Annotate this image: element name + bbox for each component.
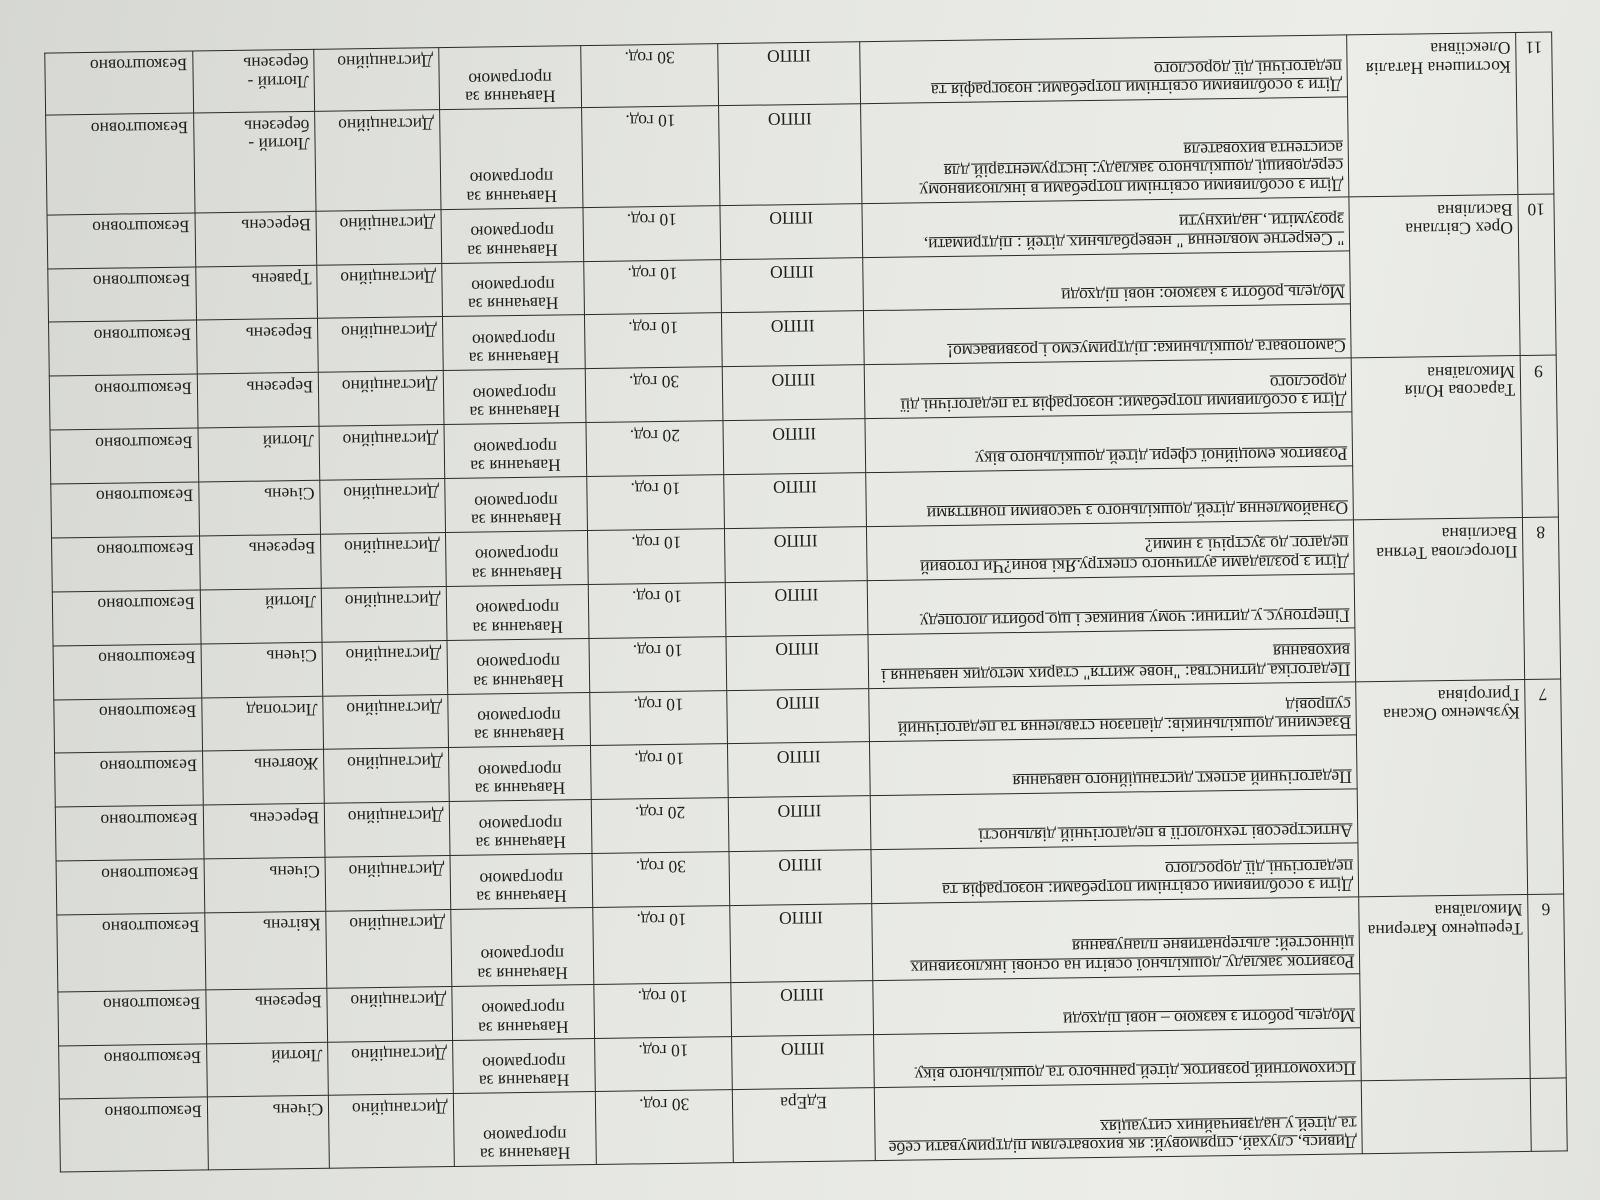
provider: ІППО <box>726 634 868 690</box>
teacher-name: Терещенко Катерина Миколаївна <box>1359 895 1530 1082</box>
mode: Дистанційно <box>328 1040 453 1096</box>
mode: Дистанційно <box>322 640 447 696</box>
month: Лютий - березень <box>193 112 316 213</box>
hours: 30 год. <box>585 367 723 423</box>
row-number: 7 <box>1525 679 1564 895</box>
month: Лютий <box>206 1042 328 1098</box>
cost: Безкоштовно <box>48 267 197 323</box>
form: Навчання за програмою <box>450 854 593 910</box>
hours: 30 год. <box>592 852 730 908</box>
cost: Безкоштовно <box>55 751 204 807</box>
provider: ІППО <box>723 365 865 421</box>
hours: 10 год. <box>588 582 726 638</box>
teacher-name: Костишена Наталія Олексіївна <box>1347 33 1518 197</box>
mode: Дистанційно <box>320 479 445 535</box>
teacher-name: Кузьменко Оксана Григорівна <box>1356 679 1528 897</box>
hours: 30 год. <box>581 44 719 108</box>
course-topic: Взаємини дошкільників: діапазон ставлення та педагогічний супровід <box>868 681 1356 742</box>
hours: 10 год. <box>591 744 729 800</box>
rotated-table-photo <box>44 32 1567 1173</box>
provider: ЕдЕра <box>733 1088 875 1162</box>
hours: 10 год. <box>595 1036 733 1092</box>
hours: 10 год. <box>583 205 721 261</box>
training-plan-table <box>44 32 1567 1173</box>
month: Січень <box>204 857 326 913</box>
cost: Безкоштовно <box>52 536 201 592</box>
hours: 10 год. <box>589 636 727 692</box>
cost: Безкоштовно <box>49 320 198 376</box>
mode: Дистанційно <box>319 425 444 481</box>
mode: Дистанційно <box>325 856 450 912</box>
provider: ІППО <box>720 203 862 259</box>
provider: ІППО <box>724 473 866 529</box>
course-topic: Педагогічний аспект дистанційного навчання <box>869 735 1357 796</box>
mode: Дистанційно <box>324 802 449 858</box>
provider: ІППО <box>730 904 872 983</box>
month: Січень <box>207 1096 329 1170</box>
form: Навчання за програмою <box>441 207 584 263</box>
hours: 10 год. <box>587 475 725 531</box>
month: Березень <box>196 319 318 375</box>
row-number: 6 <box>1528 894 1566 1079</box>
month: Вересень <box>195 211 317 267</box>
mode: Дистанційно <box>323 694 448 750</box>
mode: Дистанційно <box>324 748 449 804</box>
row-number: 9 <box>1520 355 1558 517</box>
form: Навчання за програмою <box>443 369 586 425</box>
cost: Безкоштовно <box>59 1044 208 1100</box>
hours: 10 год. <box>584 259 722 315</box>
row-number <box>1530 1078 1567 1151</box>
course-topic: Розвиток закладу дошкільної освіти на основі інклюзивних цінностей: альтернативне планування <box>871 897 1360 980</box>
form: Навчання за програмою <box>442 315 585 371</box>
course-topic: Дивись, слухай, спрямовуй: як вихователям підтримувати себе та дітей у надзвичайних ситуаціях <box>874 1081 1363 1160</box>
provider: ІППО <box>728 742 870 798</box>
form: Навчання за програмою <box>446 584 589 640</box>
provider: ІППО <box>718 42 860 106</box>
teacher-name: Тарасова Юлія Миколаївна <box>1351 356 1522 520</box>
month: Березень <box>199 534 321 590</box>
provider: ІППО <box>732 1034 874 1090</box>
month: Квітень <box>205 911 327 989</box>
course-topic: Діти з розладами аутичного спектру.Які вони?Чи готовий педагог до зустрічі з ними? <box>866 520 1354 581</box>
provider: ІППО <box>719 104 862 205</box>
provider: ІППО <box>727 688 869 744</box>
month: Лютий <box>200 588 322 644</box>
form: Навчання за програмою <box>447 692 590 748</box>
course-topic: Психомотний розвиток дітей раннього та дошкільного віку <box>873 1027 1361 1088</box>
course-topic: Розвиток емоційної сфери дітей дошкільного віку <box>865 412 1353 473</box>
cost: Безкоштовно <box>58 990 207 1046</box>
row-number: 8 <box>1523 517 1561 679</box>
form: Навчання за програмою <box>444 477 587 533</box>
cost: Безкоштовно <box>56 859 205 915</box>
cost: Безкоштовно <box>57 913 206 992</box>
form: Навчання за програмою <box>445 530 588 586</box>
form: Навчання за програмою <box>439 108 583 209</box>
course-topic: Діти з особливими освітніми потребами: нозографія та педагогічні дії дорослого <box>859 35 1347 104</box>
form: Навчання за програмою <box>447 638 590 694</box>
course-topic: Модель роботи з казкою: нові підходи <box>862 250 1350 311</box>
mode: Дистанційно <box>318 317 443 373</box>
course-topic: Діти з особливими потребами: нозографія та педагогічні дії дорослого <box>864 358 1352 419</box>
month: Березень <box>206 988 328 1044</box>
provider: ІППО <box>729 796 871 852</box>
teacher-name: Орех Світлана Василівна <box>1349 194 1520 358</box>
cost: Безкоштовно <box>49 374 198 430</box>
table-body <box>45 32 1567 1172</box>
provider: ІППО <box>722 311 864 367</box>
month: Лютий <box>198 426 320 482</box>
course-topic: Ознайомлення дітей дошкільного з часовими поняттями <box>865 466 1353 527</box>
form: Навчання за програмою <box>449 800 592 856</box>
hours: 30 год. <box>595 1090 733 1164</box>
month: Жовтень <box>202 750 324 806</box>
teacher-name <box>1362 1079 1532 1154</box>
mode: Дистанційно <box>315 110 441 211</box>
mode: Дистанційно <box>326 910 452 988</box>
course-topic: " Секретне мовлення " невербальних дітей : підтримати, зрозуміти , надихнути <box>862 197 1350 258</box>
month: Травень <box>196 265 318 321</box>
mode: Дистанційно <box>327 986 452 1042</box>
course-topic: Діти з особливими освітніми потребами: нозографія та педагогічні дії дорослого <box>871 843 1359 904</box>
mode: Дистанційно <box>329 1094 455 1168</box>
month: Березень <box>197 373 319 429</box>
form: Навчання за програмою <box>444 423 587 479</box>
cost: Безкоштовно <box>46 113 195 215</box>
mode: Дистанційно <box>321 532 446 588</box>
month: Січень <box>201 642 323 698</box>
provider: ІППО <box>729 850 871 906</box>
mode: Дистанційно <box>316 209 441 265</box>
course-topic: Діти з особливими освітніми потребами в інклюзивному середовищі дошкільного закладу: інструментарій для асистента вихователя <box>860 97 1349 203</box>
cost: Безкоштовно <box>50 428 199 484</box>
hours: 20 год. <box>586 421 724 477</box>
cost: Безкоштовно <box>54 698 203 754</box>
form: Навчання за програмою <box>448 746 591 802</box>
cost: Безкоштовно <box>59 1097 208 1172</box>
month: Листопад <box>202 696 324 752</box>
course-topic: Педагогіка дитинства: "нове життя" старих методик навчання і виховання <box>868 628 1356 689</box>
provider: ІППО <box>723 419 865 475</box>
row-number: 11 <box>1516 32 1554 194</box>
cost: Безкоштовно <box>51 482 200 538</box>
hours: 10 год. <box>594 982 732 1038</box>
cost: Безкоштовно <box>52 590 201 646</box>
cost: Безкоштовно <box>47 213 196 269</box>
course-topic: Антистресові технології в педагогічній діяльності <box>870 789 1358 850</box>
form: Навчання за програмою <box>450 908 594 987</box>
month: Вересень <box>203 804 325 860</box>
course-topic: Модель роботи з казкою – нові підходи <box>873 974 1361 1035</box>
hours: 10 год. <box>588 529 726 585</box>
form: Навчання за програмою <box>453 1092 596 1166</box>
mode: Дистанційно <box>314 48 439 112</box>
hours: 10 год. <box>582 106 721 207</box>
hours: 10 год. <box>593 906 731 985</box>
form: Навчання за програмою <box>441 261 584 317</box>
provider: ІППО <box>725 527 867 583</box>
teacher-name: Погорєлова Тетяна Василівна <box>1354 517 1525 681</box>
hours: 10 год. <box>590 690 728 746</box>
month: Січень <box>199 480 321 536</box>
row-number: 10 <box>1518 194 1556 356</box>
cost: Безкоштовно <box>45 51 194 115</box>
hours: 20 год. <box>591 798 729 854</box>
course-topic: Гіпертонус у дитини: чому виникає і що робити логопеду <box>867 574 1355 635</box>
form: Навчання за програмою <box>438 46 581 110</box>
form: Навчання за програмою <box>452 984 595 1040</box>
hours: 10 год. <box>585 313 723 369</box>
provider: ІППО <box>726 580 868 636</box>
mode: Дистанційно <box>321 586 446 642</box>
provider: ІППО <box>731 980 873 1036</box>
course-topic: Самоповага дошкільника: підтримуємо і розвиваємо! <box>863 304 1351 365</box>
mode: Дистанційно <box>318 371 443 427</box>
provider: ІППО <box>721 257 863 313</box>
table-row <box>46 94 1554 214</box>
form: Навчання за програмою <box>452 1038 595 1094</box>
mode: Дистанційно <box>317 263 442 319</box>
cost: Безкоштовно <box>53 644 202 700</box>
month: Лютий - березень <box>193 49 315 113</box>
cost: Безкоштовно <box>55 805 204 861</box>
